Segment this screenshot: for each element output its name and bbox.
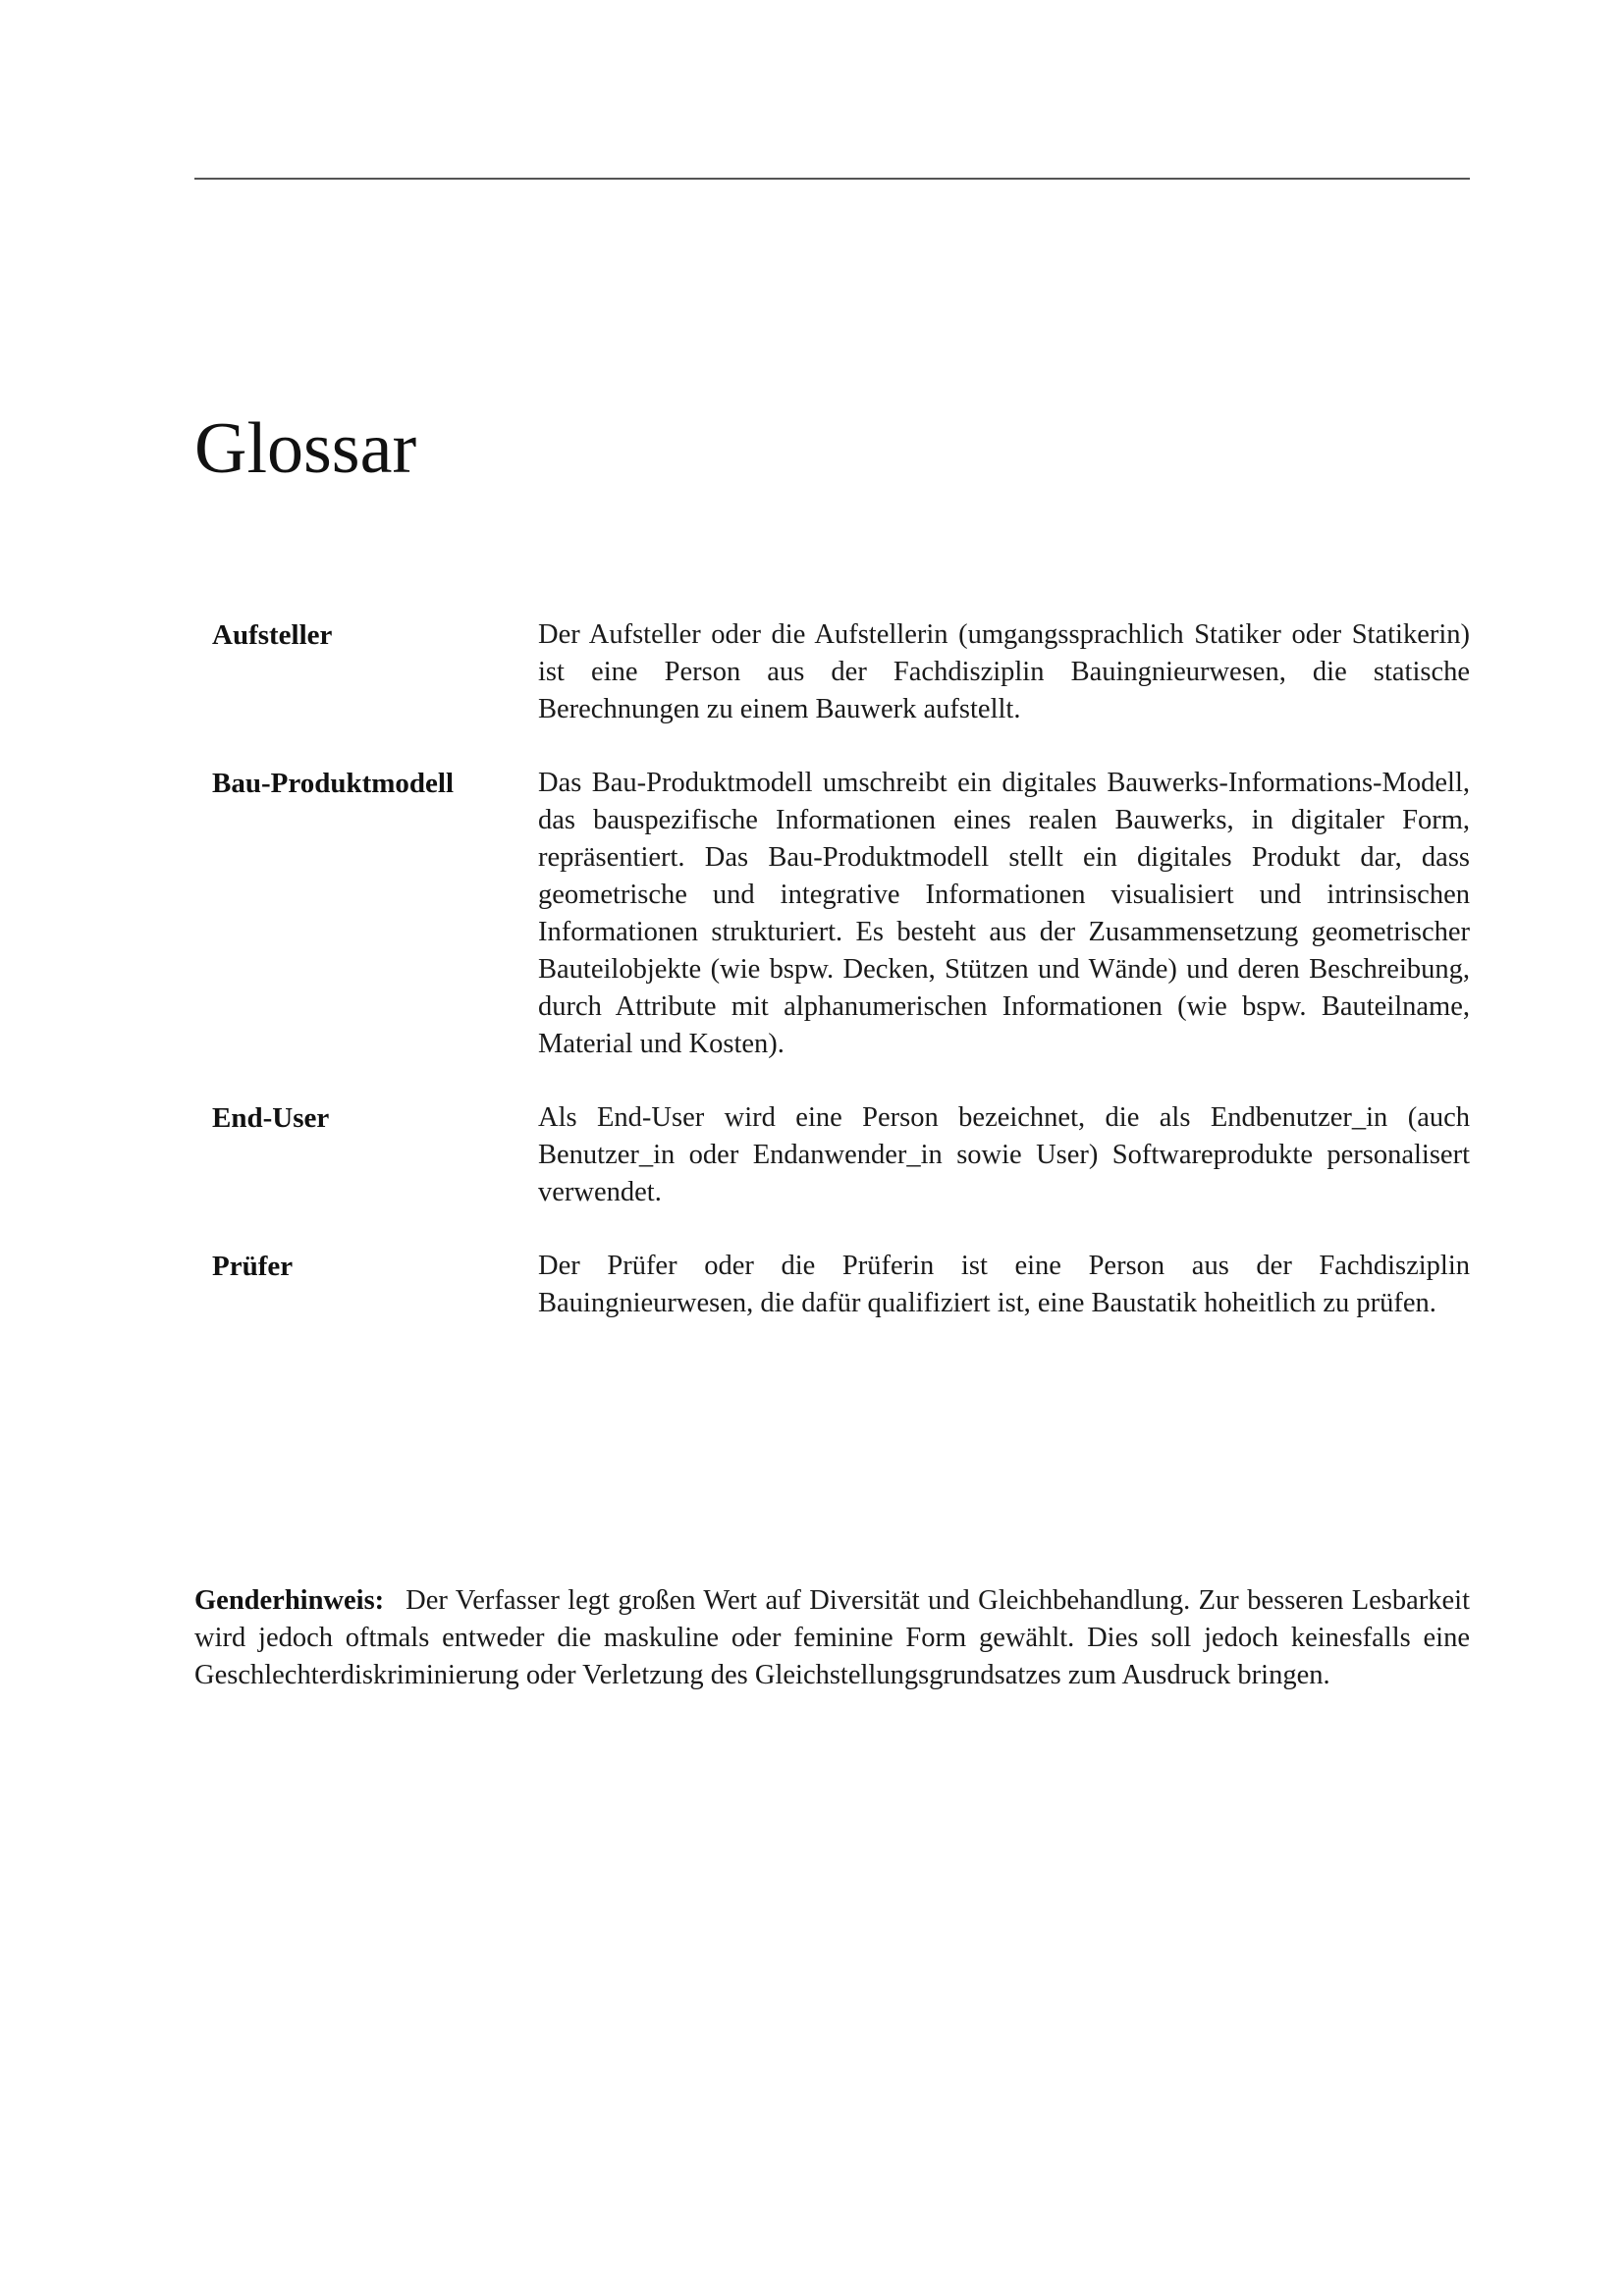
page-title: Glossar [194, 408, 417, 489]
glossary-definition: Der Aufsteller oder die Aufstellerin (umgangssprachlich Statiker oder Statikerin) ist eine Person aus der Fachdisziplin Bauingnieurwesen, die statische Berechnungen zu einem Bauwerk aufstellt. [538, 619, 1470, 724]
glossary-entry-end-user [194, 1099, 1470, 1211]
gender-note [194, 1582, 1470, 1694]
glossary-entry-bau-produktmodell [194, 765, 1470, 1063]
gender-note-text: Der Verfasser legt großen Wert auf Diversität und Gleichbehandlung. Zur besseren Lesbarkeit wird jedoch oftmals entweder die maskuline oder feminine Form gewählt. Dies soll jedoch keinesfalls eine Geschlechterdiskriminierung oder Verletzung des Gleichstellungsgrundsatzes zum Ausdruck bringen. [194, 1584, 1470, 1690]
glossary-definition: Als End-User wird eine Person bezeichnet, die als Endbenutzer_in (auch Benutzer_in oder Endanwender_in sowie User) Softwareprodukte personalisert verwendet. [538, 1102, 1470, 1207]
glossary-term: Bau-Produktmodell [212, 768, 455, 799]
glossary-term: End-User [212, 1102, 330, 1134]
glossary-term: Aufsteller [212, 619, 333, 651]
glossary-list [194, 616, 1470, 1359]
gender-note-label: Genderhinweis: [194, 1584, 385, 1616]
header-rule [194, 178, 1470, 180]
glossary-term: Prüfer [212, 1251, 294, 1282]
glossary-entry-aufsteller [194, 616, 1470, 728]
glossary-entry-pruefer [194, 1248, 1470, 1322]
glossary-definition: Der Prüfer oder die Prüferin ist eine Person aus der Fachdisziplin Bauingnieurwesen, die dafür qualifiziert ist, eine Baustatik hoheitlich zu prüfen. [538, 1251, 1470, 1318]
glossary-definition: Das Bau-Produktmodell umschreibt ein digitales Bauwerks-Informations-Modell, das bauspezifische Informationen eines realen Bauwerks, in digitaler Form, repräsentiert. Das Bau-Produktmodell stellt ein digitales Produkt dar, dass geometrische und integrative Informationen visualisiert und intrinsischen Informationen strukturiert. Es besteht aus der Zusammensetzung geometrischer Bauteilobjekte (wie bspw. Decken, Stützen und Wände) und deren Beschreibung, durch Attribute mit alphanumerischen Informationen (wie bspw. Bauteilname, Material und Kosten). [538, 768, 1470, 1059]
